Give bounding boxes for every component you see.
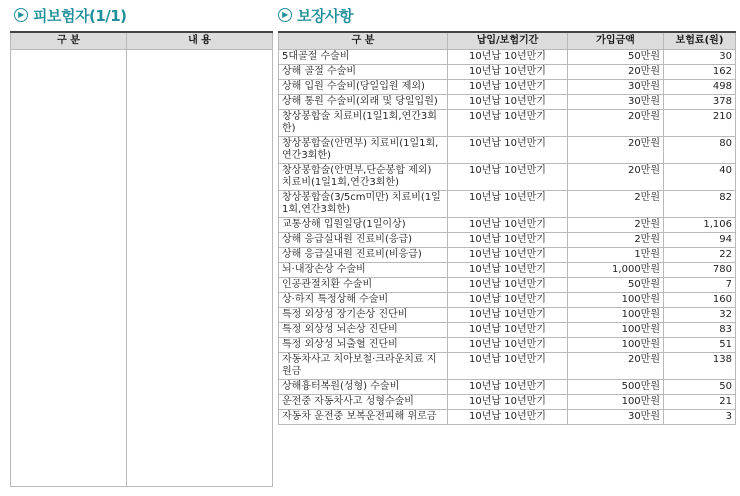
coverage-period-cell: 10년납 10년만기 xyxy=(448,263,568,278)
coverage-premium-cell: 160 xyxy=(664,293,736,308)
coverage-amount-cell: 100만원 xyxy=(568,323,664,338)
table-row xyxy=(279,338,736,353)
coverage-premium-cell: 32 xyxy=(664,308,736,323)
table-row xyxy=(279,395,736,410)
coverage-header-category: 구 분 xyxy=(279,32,448,50)
coverage-premium-cell: 94 xyxy=(664,233,736,248)
table-row xyxy=(279,50,736,65)
coverage-amount-cell: 30만원 xyxy=(568,410,664,425)
coverage-period-cell: 10년납 10년만기 xyxy=(448,410,568,425)
coverage-name-cell: 뇌·내장손상 수술비 xyxy=(279,263,448,278)
coverage-premium-cell: 50 xyxy=(664,380,736,395)
coverage-name-cell: 창상봉합술(안면부,단순봉합 제외) 치료비(1일1회,연간3회한) xyxy=(279,164,448,191)
table-row xyxy=(279,263,736,278)
insured-section-title-text: 피보험자(1/1) xyxy=(33,6,127,25)
coverage-name-cell: 창상봉합술 치료비(1일1회,연간3회한) xyxy=(279,110,448,137)
coverage-premium-cell: 82 xyxy=(664,191,736,218)
coverage-amount-cell: 500만원 xyxy=(568,380,664,395)
coverage-period-cell: 10년납 10년만기 xyxy=(448,248,568,263)
coverage-amount-cell: 100만원 xyxy=(568,293,664,308)
table-row xyxy=(279,137,736,164)
coverage-amount-cell: 100만원 xyxy=(568,308,664,323)
table-row xyxy=(279,164,736,191)
insured-header-category: 구 분 xyxy=(11,32,127,50)
coverage-period-cell: 10년납 10년만기 xyxy=(448,278,568,293)
coverage-amount-cell: 50만원 xyxy=(568,278,664,293)
coverage-amount-cell: 1,000만원 xyxy=(568,263,664,278)
table-row xyxy=(279,293,736,308)
table-row xyxy=(279,65,736,80)
coverage-amount-cell: 100만원 xyxy=(568,338,664,353)
coverage-period-cell: 10년납 10년만기 xyxy=(448,218,568,233)
coverage-period-cell: 10년납 10년만기 xyxy=(448,353,568,380)
coverage-amount-cell: 30만원 xyxy=(568,95,664,110)
coverage-period-cell: 10년납 10년만기 xyxy=(448,323,568,338)
coverage-premium-cell: 138 xyxy=(664,353,736,380)
coverage-period-cell: 10년납 10년만기 xyxy=(448,80,568,95)
coverage-name-cell: 자동차사고 치아보철·크라운치료 지원금 xyxy=(279,353,448,380)
table-row xyxy=(279,248,736,263)
table-row xyxy=(279,278,736,293)
coverage-period-cell: 10년납 10년만기 xyxy=(448,137,568,164)
coverage-amount-cell: 50만원 xyxy=(568,50,664,65)
coverage-period-cell: 10년납 10년만기 xyxy=(448,50,568,65)
coverage-amount-cell: 20만원 xyxy=(568,137,664,164)
coverage-period-cell: 10년납 10년만기 xyxy=(448,95,568,110)
table-row xyxy=(279,110,736,137)
coverage-period-cell: 10년납 10년만기 xyxy=(448,65,568,80)
circle-arrow-right-icon: ▶ xyxy=(278,8,292,22)
coverage-name-cell: 상해 통원 수술비(외래 및 당일입원) xyxy=(279,95,448,110)
coverage-premium-cell: 1,106 xyxy=(664,218,736,233)
coverage-period-cell: 10년납 10년만기 xyxy=(448,380,568,395)
coverage-period-cell: 10년납 10년만기 xyxy=(448,395,568,410)
coverage-period-cell: 10년납 10년만기 xyxy=(448,293,568,308)
table-row xyxy=(279,95,736,110)
coverage-premium-cell: 21 xyxy=(664,395,736,410)
coverage-premium-cell: 162 xyxy=(664,65,736,80)
coverage-premium-cell: 3 xyxy=(664,410,736,425)
coverage-period-cell: 10년납 10년만기 xyxy=(448,233,568,248)
coverage-header-period: 납입/보험기간 xyxy=(448,32,568,50)
coverage-name-cell: 상해흉터복원(성형) 수술비 xyxy=(279,380,448,395)
coverage-amount-cell: 20만원 xyxy=(568,65,664,80)
insured-table xyxy=(10,31,273,487)
circle-arrow-right-icon: ▶ xyxy=(14,8,28,22)
coverage-amount-cell: 20만원 xyxy=(568,110,664,137)
coverage-name-cell: 상해 골절 수술비 xyxy=(279,65,448,80)
insured-cell-content xyxy=(127,50,273,487)
table-row xyxy=(279,191,736,218)
coverage-premium-cell: 40 xyxy=(664,164,736,191)
coverage-name-cell: 창상봉합술(안면부) 치료비(1일1회,연간3회한) xyxy=(279,137,448,164)
insured-cell-category xyxy=(11,50,127,487)
table-row xyxy=(279,353,736,380)
coverage-table xyxy=(278,31,736,425)
coverage-amount-cell: 2만원 xyxy=(568,191,664,218)
coverage-table-body xyxy=(279,50,736,425)
coverage-name-cell: 상해 응급실내원 진료비(비응급) xyxy=(279,248,448,263)
table-row xyxy=(279,380,736,395)
coverage-period-cell: 10년납 10년만기 xyxy=(448,191,568,218)
coverage-premium-cell: 378 xyxy=(664,95,736,110)
coverage-period-cell: 10년납 10년만기 xyxy=(448,308,568,323)
coverage-amount-cell: 30만원 xyxy=(568,80,664,95)
insured-header-content: 내 용 xyxy=(127,32,273,50)
table-row xyxy=(279,323,736,338)
coverage-period-cell: 10년납 10년만기 xyxy=(448,164,568,191)
coverage-name-cell: 특정 외상성 장기손상 진단비 xyxy=(279,308,448,323)
coverage-amount-cell: 2만원 xyxy=(568,233,664,248)
table-row xyxy=(279,80,736,95)
coverage-premium-cell: 80 xyxy=(664,137,736,164)
coverage-amount-cell: 100만원 xyxy=(568,395,664,410)
coverage-section-title-text: 보장사항 xyxy=(297,6,353,25)
coverage-premium-cell: 780 xyxy=(664,263,736,278)
coverage-name-cell: 상해 입원 수술비(당일입원 제외) xyxy=(279,80,448,95)
coverage-premium-cell: 22 xyxy=(664,248,736,263)
coverage-header-amount: 가입금액 xyxy=(568,32,664,50)
coverage-premium-cell: 30 xyxy=(664,50,736,65)
coverage-name-cell: 상·하지 특정상해 수술비 xyxy=(279,293,448,308)
coverage-amount-cell: 20만원 xyxy=(568,353,664,380)
coverage-name-cell: 특정 외상성 뇌출혈 진단비 xyxy=(279,338,448,353)
coverage-name-cell: 교통상해 입원일당(1일이상) xyxy=(279,218,448,233)
coverage-name-cell: 자동차 운전중 보복운전피해 위로금 xyxy=(279,410,448,425)
coverage-header-premium: 보험료(원) xyxy=(664,32,736,50)
insured-empty-row xyxy=(11,50,273,487)
coverage-premium-cell: 51 xyxy=(664,338,736,353)
coverage-period-cell: 10년납 10년만기 xyxy=(448,110,568,137)
table-row xyxy=(279,218,736,233)
coverage-amount-cell: 2만원 xyxy=(568,218,664,233)
coverage-amount-cell: 20만원 xyxy=(568,164,664,191)
table-row xyxy=(279,410,736,425)
table-row xyxy=(279,233,736,248)
coverage-premium-cell: 83 xyxy=(664,323,736,338)
coverage-name-cell: 상해 응급실내원 진료비(응급) xyxy=(279,233,448,248)
coverage-section-title xyxy=(278,4,353,26)
coverage-period-cell: 10년납 10년만기 xyxy=(448,338,568,353)
coverage-premium-cell: 7 xyxy=(664,278,736,293)
table-row xyxy=(279,308,736,323)
coverage-name-cell: 운전중 자동차사고 성형수술비 xyxy=(279,395,448,410)
coverage-premium-cell: 210 xyxy=(664,110,736,137)
coverage-name-cell: 인공관절치환 수술비 xyxy=(279,278,448,293)
coverage-name-cell: 창상봉합술(3/5cm미만) 치료비(1일1회,연간3회한) xyxy=(279,191,448,218)
coverage-name-cell: 5대골절 수술비 xyxy=(279,50,448,65)
coverage-name-cell: 특정 외상성 뇌손상 진단비 xyxy=(279,323,448,338)
insured-section-title xyxy=(14,4,127,26)
coverage-premium-cell: 498 xyxy=(664,80,736,95)
coverage-amount-cell: 1만원 xyxy=(568,248,664,263)
